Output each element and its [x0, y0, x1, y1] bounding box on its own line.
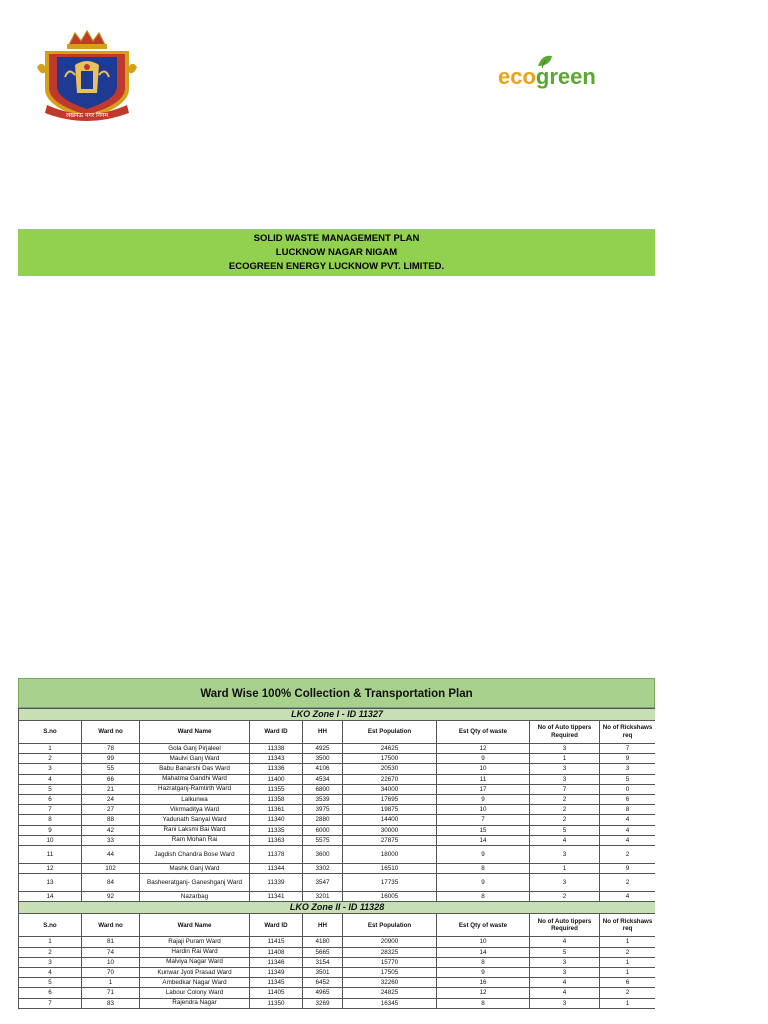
table-cell: 1	[19, 937, 82, 947]
table-row	[19, 754, 656, 764]
table-cell: 11405	[250, 988, 303, 998]
table-cell: 11355	[250, 784, 303, 794]
table-cell: 10	[437, 764, 530, 774]
column-header: S.no	[19, 721, 82, 744]
table-cell: 3	[530, 846, 600, 864]
table-cell: 4	[530, 937, 600, 947]
table-cell: 11339	[250, 874, 303, 892]
table-cell: 32260	[343, 978, 437, 988]
table-cell: 74	[82, 947, 140, 957]
table-cell: 17500	[343, 754, 437, 764]
table-cell: 2	[19, 754, 82, 764]
table-cell: 78	[82, 744, 140, 754]
table-cell: 30000	[343, 825, 437, 835]
table-cell: 4	[530, 835, 600, 845]
table-cell: 8	[437, 998, 530, 1008]
table-row	[19, 846, 656, 864]
table-cell: 24625	[343, 744, 437, 754]
column-header: Ward Name	[140, 721, 250, 744]
table-cell: 17695	[343, 795, 437, 805]
table-row	[19, 744, 656, 754]
column-header: No of Auto tippers Required	[530, 721, 600, 744]
table-cell: 16005	[343, 892, 437, 902]
table-cell: 10	[437, 805, 530, 815]
table-cell: 3154	[303, 957, 343, 967]
table-cell: 9	[437, 754, 530, 764]
column-header: S.no	[19, 914, 82, 937]
table-cell: 5	[600, 774, 656, 784]
table-cell: 3	[530, 874, 600, 892]
table-row	[19, 815, 656, 825]
table-cell: 81	[82, 937, 140, 947]
table-cell: 11	[19, 846, 82, 864]
table-row	[19, 774, 656, 784]
table-cell: 12	[19, 864, 82, 874]
column-header: Ward ID	[250, 721, 303, 744]
table-cell: 8	[437, 864, 530, 874]
column-header: Est Qty of waste	[437, 914, 530, 937]
table-row	[19, 874, 656, 892]
table-cell: 16	[437, 978, 530, 988]
table-cell: 4	[600, 815, 656, 825]
table-cell: 6452	[303, 978, 343, 988]
table-cell: 4	[600, 835, 656, 845]
table-cell: 28325	[343, 947, 437, 957]
table-cell: 2	[530, 795, 600, 805]
table-row	[19, 784, 656, 794]
table-cell: 3	[530, 968, 600, 978]
table-cell: 2	[19, 947, 82, 957]
table-cell: 1	[19, 744, 82, 754]
table-row	[19, 892, 656, 902]
title-line-2: LUCKNOW NAGAR NIGAM	[275, 247, 398, 258]
table-cell: 3	[530, 764, 600, 774]
table-cell: 4	[530, 978, 600, 988]
table-cell: 5	[19, 784, 82, 794]
table-cell: 14	[437, 947, 530, 957]
table-cell: 3302	[303, 864, 343, 874]
zone-title-row	[19, 709, 656, 721]
table-cell: 3500	[303, 754, 343, 764]
table-cell: Gola Ganj Pirjaleel	[140, 744, 250, 754]
table-row	[19, 937, 656, 947]
table-cell: Hardin Rai Ward	[140, 947, 250, 957]
table-cell: 88	[82, 815, 140, 825]
table-cell: 3	[530, 998, 600, 1008]
table-cell: 5	[530, 825, 600, 835]
table-cell: 11400	[250, 774, 303, 784]
table-cell: 99	[82, 754, 140, 764]
table-cell: 9	[19, 825, 82, 835]
table-cell: 3	[530, 744, 600, 754]
table-cell: 8	[600, 805, 656, 815]
table-cell: 1	[600, 957, 656, 967]
table-cell: 11363	[250, 835, 303, 845]
table-cell: 3201	[303, 892, 343, 902]
table-cell: Maulvi Ganj Ward	[140, 754, 250, 764]
table-cell: 14	[437, 835, 530, 845]
table-cell: 11335	[250, 825, 303, 835]
table-cell: 4	[19, 968, 82, 978]
table-cell: 7	[437, 815, 530, 825]
table-cell: 3	[530, 957, 600, 967]
table-cell: 11349	[250, 968, 303, 978]
table-cell: 42	[82, 825, 140, 835]
column-header: Ward no	[82, 721, 140, 744]
table-cell: 20900	[343, 937, 437, 947]
table-cell: 11345	[250, 978, 303, 988]
table-cell: 17735	[343, 874, 437, 892]
table-cell: 2880	[303, 815, 343, 825]
column-header: Est Population	[343, 721, 437, 744]
table-cell: 16510	[343, 864, 437, 874]
table-cell: 10	[19, 835, 82, 845]
column-header: No of Rickshaws req	[600, 914, 656, 937]
svg-text:ecogreen	[498, 64, 596, 89]
table-cell: Rajendra Nagar	[140, 998, 250, 1008]
table-cell: 14	[19, 892, 82, 902]
table-cell: 11340	[250, 815, 303, 825]
table-cell: Mashk Ganj Ward	[140, 864, 250, 874]
brand-eco: eco	[498, 64, 536, 89]
table-cell: 24	[82, 795, 140, 805]
table-cell: 22670	[343, 774, 437, 784]
table-cell: 1	[530, 754, 600, 764]
table-cell: 8	[437, 957, 530, 967]
lucknow-nagar-nigam-emblem	[17, 27, 157, 125]
table-cell: Nazarbag	[140, 892, 250, 902]
column-header: Ward no	[82, 914, 140, 937]
table-cell: 3269	[303, 998, 343, 1008]
table-cell: 9	[600, 864, 656, 874]
table-cell: Ram Mohan Rai	[140, 835, 250, 845]
plan-heading: Ward Wise 100% Collection & Transportation Plan	[18, 678, 655, 708]
table-cell: 0	[600, 784, 656, 794]
table-cell: 3	[600, 764, 656, 774]
table-cell: Mahatma Gandhi Ward	[140, 774, 250, 784]
table-cell: 3	[19, 957, 82, 967]
table-cell: 9	[437, 846, 530, 864]
table-cell: 2	[600, 988, 656, 998]
table-row	[19, 957, 656, 967]
table-cell: 9	[600, 754, 656, 764]
table-cell: 11346	[250, 957, 303, 967]
table-cell: 6	[19, 988, 82, 998]
column-header-row	[19, 914, 656, 937]
table-row	[19, 825, 656, 835]
table-cell: 8	[437, 892, 530, 902]
table-cell: 14400	[343, 815, 437, 825]
table-cell: 2	[600, 846, 656, 864]
emblem-motto: लखनऊ नगर निगम	[66, 112, 108, 119]
table-cell: 20530	[343, 764, 437, 774]
table-cell: 6000	[303, 825, 343, 835]
ward-plan-section	[18, 678, 655, 1024]
table-cell: 4925	[303, 744, 343, 754]
table-cell: 33	[82, 835, 140, 845]
table-cell: 3	[19, 764, 82, 774]
table-cell: 12	[437, 744, 530, 754]
column-header: Est Population	[343, 914, 437, 937]
table-cell: 1	[530, 864, 600, 874]
table-cell: 4	[600, 825, 656, 835]
table-cell: 19875	[343, 805, 437, 815]
title-line-1: SOLID WASTE MANAGEMENT PLAN	[253, 233, 420, 244]
table-cell: 27	[82, 805, 140, 815]
title-line-3: ECOGREEN ENERGY LUCKNOW PVT. LIMITED.	[228, 261, 445, 272]
table-cell: 2	[530, 815, 600, 825]
table-cell: 11358	[250, 795, 303, 805]
table-cell: 5575	[303, 835, 343, 845]
table-cell: 3547	[303, 874, 343, 892]
table-cell: 10	[82, 957, 140, 967]
table-cell: 13	[19, 874, 82, 892]
table-cell: 7	[530, 784, 600, 794]
column-header: HH	[303, 914, 343, 937]
table-cell: 5665	[303, 947, 343, 957]
table-cell: 1	[600, 937, 656, 947]
column-header: No of Auto tippers Required	[530, 914, 600, 937]
brand-green: green	[535, 64, 596, 89]
column-header: Est Qty of waste	[437, 721, 530, 744]
zone-title-row	[19, 902, 656, 914]
table-cell: Basheeratganj- Ganeshganj Ward	[140, 874, 250, 892]
column-header-row	[19, 721, 656, 744]
table-cell: 6	[19, 795, 82, 805]
table-cell: 24825	[343, 988, 437, 998]
table-cell: 55	[82, 764, 140, 774]
table-row	[19, 998, 656, 1008]
table-cell: 1	[600, 998, 656, 1008]
ward-plan-table	[18, 708, 655, 1009]
table-cell: 4534	[303, 774, 343, 784]
table-cell: 8	[19, 815, 82, 825]
table-cell: 3	[530, 774, 600, 784]
table-cell: 5	[530, 947, 600, 957]
table-cell: 3975	[303, 805, 343, 815]
table-cell: 16345	[343, 998, 437, 1008]
table-cell: 4106	[303, 764, 343, 774]
table-cell: 2	[530, 805, 600, 815]
table-cell: 4	[530, 988, 600, 998]
table-row	[19, 978, 656, 988]
table-cell: 6	[600, 795, 656, 805]
table-cell: 34000	[343, 784, 437, 794]
table-cell: 11415	[250, 937, 303, 947]
table-cell: 2	[600, 874, 656, 892]
table-cell: 11350	[250, 998, 303, 1008]
table-cell: 15	[437, 825, 530, 835]
table-row	[19, 795, 656, 805]
table-cell: Rani Laksmi Bai Ward	[140, 825, 250, 835]
table-cell: 17	[437, 784, 530, 794]
table-cell: 70	[82, 968, 140, 978]
table-cell: 11343	[250, 754, 303, 764]
table-cell: 27875	[343, 835, 437, 845]
table-cell: 11361	[250, 805, 303, 815]
table-cell: 11336	[250, 764, 303, 774]
table-cell: 10	[437, 937, 530, 947]
table-cell: 17505	[343, 968, 437, 978]
table-cell: 66	[82, 774, 140, 784]
table-cell: 11408	[250, 947, 303, 957]
table-cell: 9	[437, 968, 530, 978]
table-cell: 1	[600, 968, 656, 978]
column-header: Ward Name	[140, 914, 250, 937]
table-cell: 18000	[343, 846, 437, 864]
column-header: Ward ID	[250, 914, 303, 937]
table-row	[19, 947, 656, 957]
table-cell: Yadunath Sanyal Ward	[140, 815, 250, 825]
table-cell: 5	[19, 978, 82, 988]
table-cell: 9	[437, 795, 530, 805]
table-cell: 7	[19, 805, 82, 815]
table-cell: 4965	[303, 988, 343, 998]
table-cell: Kunwar Jyoti Prasad Ward	[140, 968, 250, 978]
table-cell: 2	[600, 947, 656, 957]
table-cell: Jagdish Chandra Bose Ward	[140, 846, 250, 864]
table-cell: 83	[82, 998, 140, 1008]
document-title-band	[18, 229, 655, 276]
table-row	[19, 968, 656, 978]
table-cell: 12	[437, 988, 530, 998]
table-row	[19, 805, 656, 815]
column-header: No of Rickshaws req	[600, 721, 656, 744]
leaf-icon	[498, 52, 638, 92]
zone-title: LKO Zone I - ID 11327	[19, 709, 656, 721]
table-cell: 11344	[250, 864, 303, 874]
table-cell: 3539	[303, 795, 343, 805]
table-cell: 21	[82, 784, 140, 794]
table-cell: Malviya Nagar Ward	[140, 957, 250, 967]
table-cell: Vikrmaditya Ward	[140, 805, 250, 815]
table-cell: 4	[19, 774, 82, 784]
zone-title: LKO Zone II - ID 11328	[19, 902, 656, 914]
table-cell: Babu Banarshi Das Ward	[140, 764, 250, 774]
table-cell: Rajaji Puram Ward	[140, 937, 250, 947]
table-cell: 2	[530, 892, 600, 902]
table-cell: 11338	[250, 744, 303, 754]
table-row	[19, 864, 656, 874]
table-cell: 11	[437, 774, 530, 784]
table-cell: 7	[19, 998, 82, 1008]
table-cell: 11341	[250, 892, 303, 902]
table-row	[19, 988, 656, 998]
table-cell: 11378	[250, 846, 303, 864]
table-cell: Lalkunwa	[140, 795, 250, 805]
table-cell: 4	[600, 892, 656, 902]
table-cell: 71	[82, 988, 140, 998]
table-cell: 6	[600, 978, 656, 988]
table-cell: Hazratganj-Ramtirth Ward	[140, 784, 250, 794]
table-cell: Labour Colony Ward	[140, 988, 250, 998]
table-cell: 102	[82, 864, 140, 874]
table-cell: 7	[600, 744, 656, 754]
table-cell: 1	[82, 978, 140, 988]
table-cell: 15770	[343, 957, 437, 967]
table-cell: 3501	[303, 968, 343, 978]
table-cell: 92	[82, 892, 140, 902]
table-cell: 84	[82, 874, 140, 892]
ecogreen-logo	[498, 52, 638, 92]
table-row	[19, 835, 656, 845]
table-cell: Ambedkar Nagar Ward	[140, 978, 250, 988]
table-row	[19, 764, 656, 774]
table-cell: 9	[437, 874, 530, 892]
table-cell: 44	[82, 846, 140, 864]
column-header: HH	[303, 721, 343, 744]
table-cell: 3600	[303, 846, 343, 864]
table-cell: 6800	[303, 784, 343, 794]
table-cell: 4180	[303, 937, 343, 947]
